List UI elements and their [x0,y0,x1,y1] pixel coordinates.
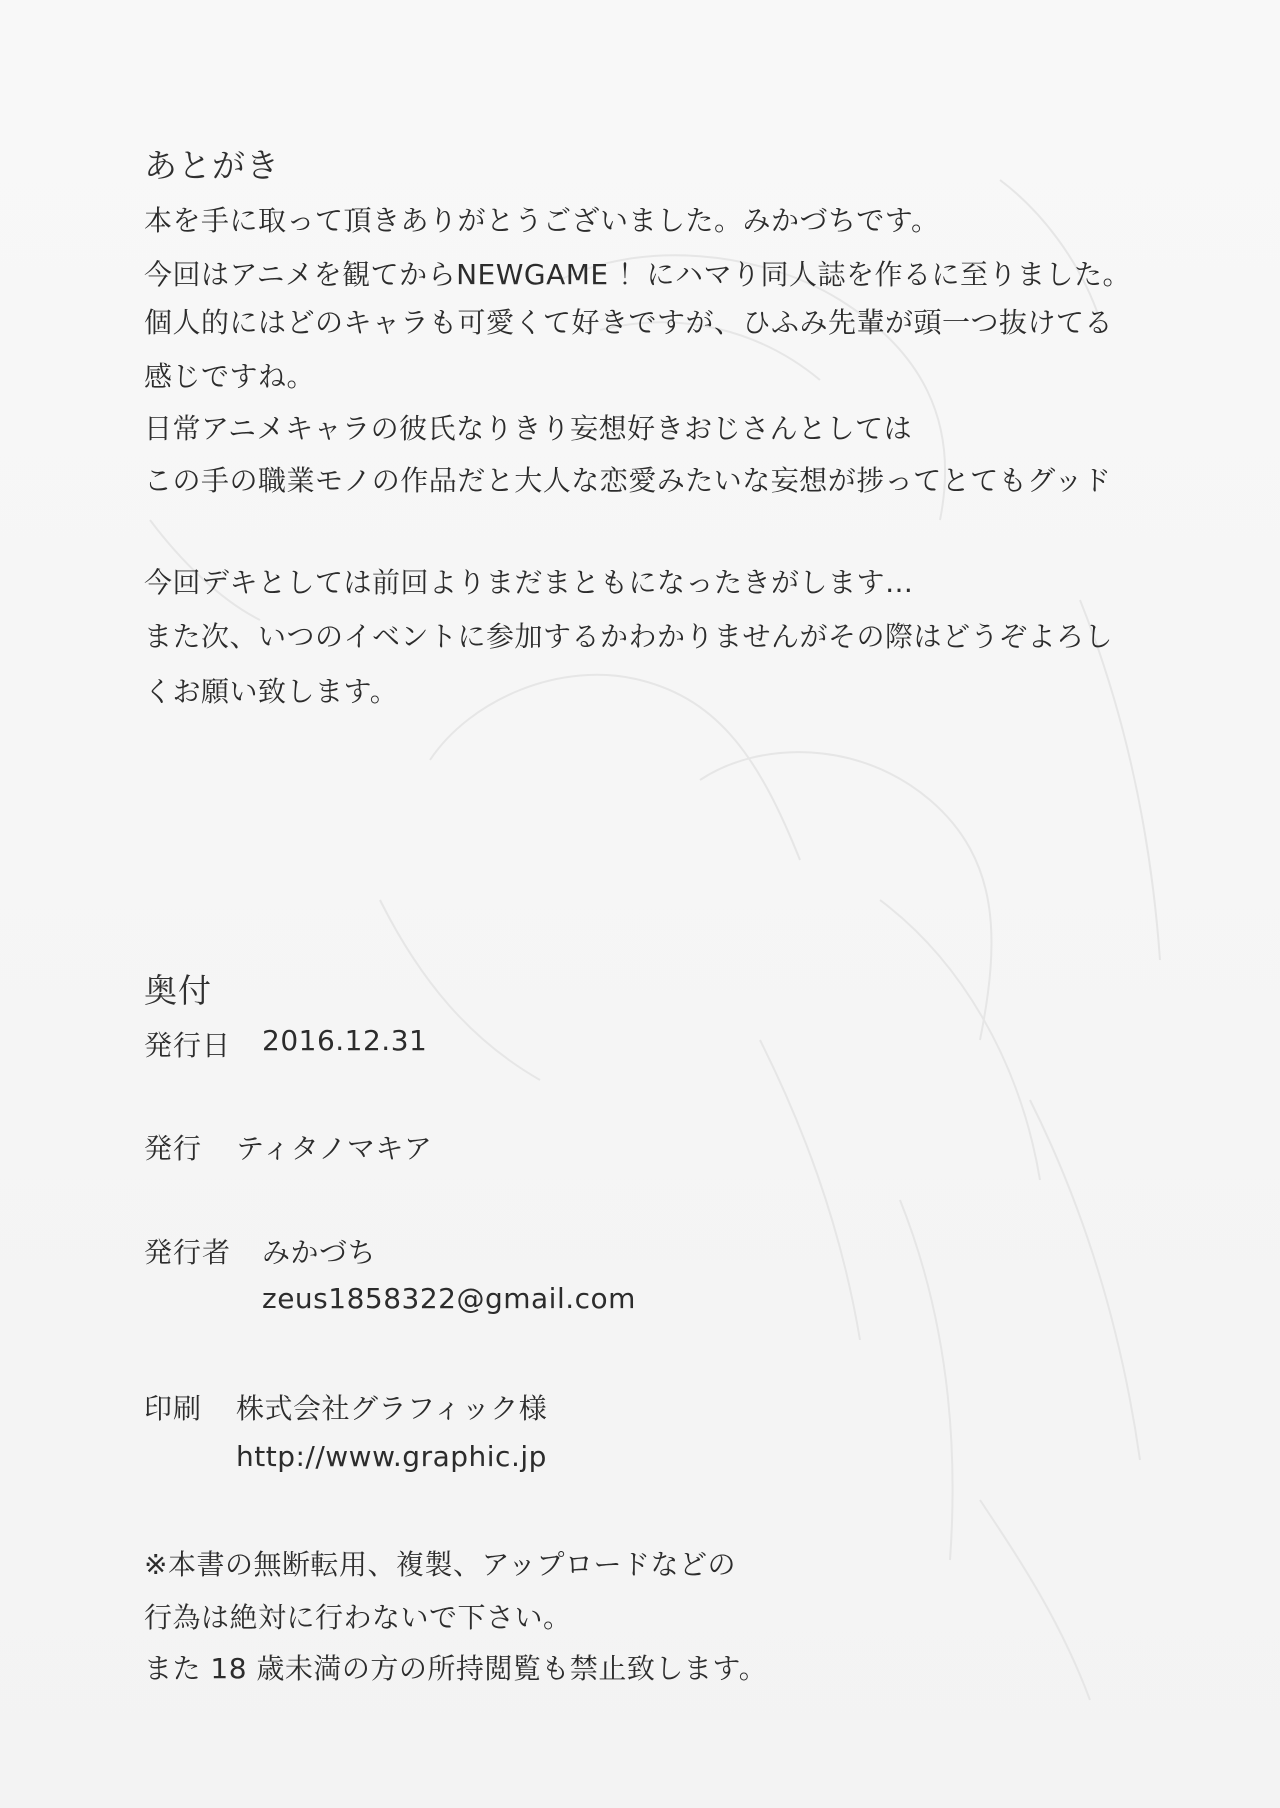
notice-line: 行為は絶対に行わないで下さい。 [144,1601,572,1634]
afterword-heading: あとがき [144,146,280,185]
publication-date-label: 発行日 [144,1029,232,1062]
afterword-line: 日常アニメキャラの彼氏なりきり妄想好きおじさんとしては [144,412,913,445]
issuer-label: 発行者 [144,1236,232,1269]
issuer-value: みかづち [262,1236,377,1269]
afterword-line: くお願い致します。 [144,675,399,708]
colophon-heading: 奥付 [144,971,212,1010]
afterword-line: 今回デキとしては前回よりまだまともになったきがします… [144,566,914,599]
afterword-line: この手の職業モノの作品だと大人な恋愛みたいな妄想が捗ってとてもグッド [144,464,1112,497]
afterword-line: また次、いつのイベントに参加するかわかりませんがその際はどうぞよろし [144,620,1114,653]
publication-date-value: 2016.12.31 [262,1024,428,1057]
issuer-email: zeus1858322@gmail.com [262,1282,636,1315]
notice-line: ※本書の無断転用、複製、アップロードなどの [144,1548,737,1581]
printer-label: 印刷 [144,1392,203,1425]
afterword-line: 今回はアニメを観てからNEWGAME ！にハマり同人誌を作るに至りました。 [144,258,1132,291]
printer-value: 株式会社グラフィック様 [236,1392,548,1425]
notice-line: また 18 歳未満の方の所持閲覧も禁止致します。 [144,1652,768,1685]
afterword-line: 感じですね。 [144,360,316,393]
printer-url: http://www.graphic.jp [236,1440,547,1473]
publisher-value: ティタノマキア [236,1132,433,1165]
publisher-label: 発行 [144,1132,203,1165]
afterword-line: 個人的にはどのキャラも可愛くて好きですが、ひふみ先輩が頭一つ抜けてる [144,306,1114,339]
afterword-line: 本を手に取って頂きありがとうございました。みかづちです。 [144,204,940,237]
